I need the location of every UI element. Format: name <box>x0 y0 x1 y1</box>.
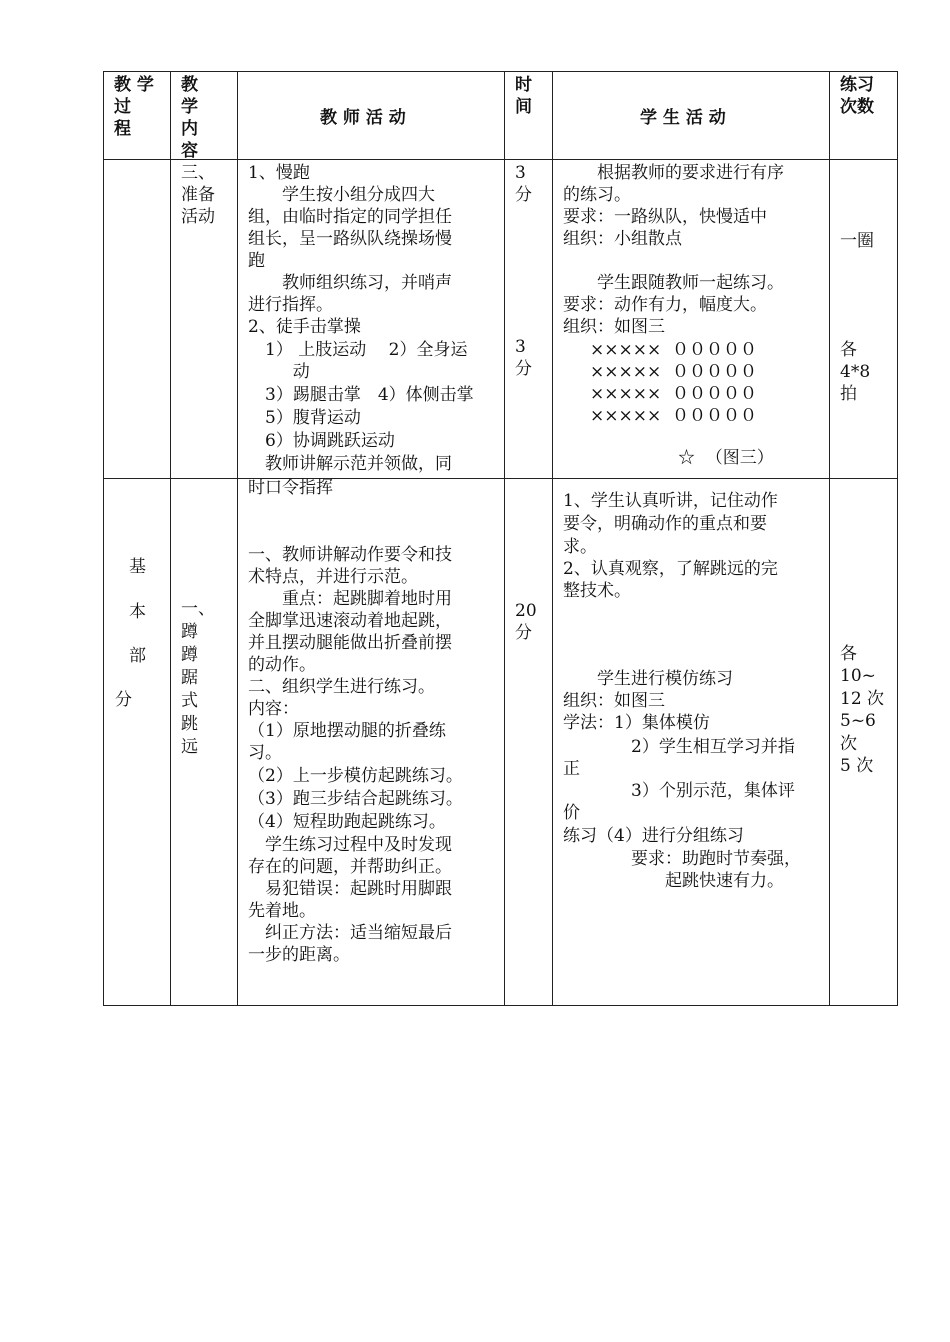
header-count-2: 次数 <box>840 97 874 117</box>
basic-content: 蹲 <box>181 645 198 665</box>
prep-teacher-line: 跑 <box>248 251 265 271</box>
col-divider-3 <box>504 71 505 1006</box>
prep-student-line: 学生跟随教师一起练习。 <box>563 273 784 293</box>
col-divider-2 <box>237 71 238 1006</box>
basic-student-line: 学法：1）集体模仿 <box>563 713 710 733</box>
prep-time-1-value: 3 <box>515 163 526 183</box>
basic-teacher-line: 一步的距离。 <box>248 945 350 965</box>
basic-process: 分 <box>115 690 132 710</box>
basic-teacher-line: 纠正方法：适当缩短最后 <box>248 923 452 943</box>
basic-teacher-line: 并且摆动腿能做出折叠前摆 <box>248 633 452 653</box>
basic-teacher-line: 全脚掌迅速滚动着地起跳， <box>248 611 452 631</box>
basic-process: 本 <box>129 602 146 622</box>
basic-student-line: 2）学生相互学习并指 <box>563 737 795 757</box>
basic-count: 各 <box>840 644 857 664</box>
table-bottom-border <box>103 1005 898 1006</box>
basic-time-unit: 分 <box>515 623 532 643</box>
header-time-1: 时 <box>515 75 532 95</box>
prep-teacher-line: 进行指挥。 <box>248 295 333 315</box>
basic-teacher-line: 内容： <box>248 699 299 719</box>
basic-teacher-line: 重点：起跳脚着地时用 <box>248 589 452 609</box>
basic-process: 基 <box>129 557 146 577</box>
basic-teacher-line: 存在的问题，并帮助纠正。 <box>248 857 452 877</box>
basic-teacher-line: 术特点，并进行示范。 <box>248 567 418 587</box>
basic-student-line: 1、学生认真听讲，记住动作 <box>563 491 778 511</box>
basic-count: 10~ <box>840 666 876 686</box>
prep-student-line: 根据教师的要求进行有序 <box>563 163 784 183</box>
col-divider-1 <box>170 71 171 1006</box>
basic-content: 一、 <box>181 599 215 619</box>
section-divider <box>103 478 898 479</box>
header-content-1: 教 <box>181 75 198 95</box>
basic-teacher-line: 学生练习过程中及时发现 <box>248 835 452 855</box>
basic-content: 蹲 <box>181 622 198 642</box>
prep-content-2: 准备 <box>181 185 215 205</box>
table-right-border <box>897 71 898 1006</box>
header-process-2: 过 <box>114 97 131 117</box>
basic-time-value: 20 <box>515 601 537 621</box>
prep-teacher-line: 1） 上肢运动 2）全身运 <box>248 340 468 360</box>
basic-count: 5 次 <box>840 756 874 776</box>
header-content-2: 学 <box>181 97 198 117</box>
prep-time-1-unit: 分 <box>515 185 532 205</box>
formation-row: ××××× ０００００ <box>573 406 758 426</box>
basic-teacher-line: 一、教师讲解动作要令和技 <box>248 545 452 565</box>
header-teacher-activity: 教 师 活 动 <box>320 108 406 128</box>
prep-teacher-line: 动 <box>248 362 310 382</box>
basic-student-line: 3）个别示范，集体评 <box>563 781 795 801</box>
basic-content: 踞 <box>181 668 198 688</box>
header-process-3: 程 <box>114 119 131 139</box>
basic-count: 12 次 <box>840 689 885 709</box>
prep-student-line: 要求：动作有力，幅度大。 <box>563 295 767 315</box>
basic-teacher-line: （3）跑三步结合起跳练习。 <box>248 789 463 809</box>
basic-teacher-line: 时口令指挥 <box>248 478 333 498</box>
basic-process: 部 <box>129 646 146 666</box>
prep-content-3: 活动 <box>181 207 215 227</box>
prep-teacher-line: 学生按小组分成四大 <box>248 185 435 205</box>
prep-count-2: 各 <box>840 340 857 360</box>
basic-count: 5~6 <box>840 711 876 731</box>
prep-student-line: 组织：如图三 <box>563 317 665 337</box>
basic-teacher-line: （1）原地摆动腿的折叠练 <box>248 721 446 741</box>
basic-student-line: 学生进行模仿练习 <box>563 669 733 689</box>
figure-caption: ☆ （图三） <box>678 448 774 468</box>
formation-row: ××××× ０００００ <box>573 340 758 360</box>
basic-student-line: 要求：助跑时节奏强， <box>563 849 801 869</box>
prep-teacher-line: 教师讲解示范并领做，同 <box>248 454 452 474</box>
table-left-border <box>103 71 104 1006</box>
col-divider-4 <box>552 71 553 1006</box>
basic-teacher-line: 易犯错误：起跳时用脚跟 <box>248 879 452 899</box>
header-content-3: 内 <box>181 119 198 139</box>
prep-teacher-line: 组，由临时指定的同学担任 <box>248 207 452 227</box>
basic-student-line: 练习（4）进行分组练习 <box>563 826 744 846</box>
basic-teacher-line: 的动作。 <box>248 655 316 675</box>
header-count-1: 练习 <box>840 75 874 95</box>
prep-teacher-line: 2、徒手击掌操 <box>248 317 361 337</box>
formation-row: ××××× ０００００ <box>573 384 758 404</box>
basic-student-line: 起跳快速有力。 <box>563 871 784 891</box>
prep-teacher-line: 3）踢腿击掌 4）体侧击掌 <box>248 385 474 405</box>
basic-student-line: 求。 <box>563 537 597 557</box>
basic-teacher-line: 二、组织学生进行练习。 <box>248 677 435 697</box>
basic-content: 远 <box>181 737 198 757</box>
prep-teacher-line: 5）腹背运动 <box>248 408 361 428</box>
col-divider-5 <box>829 71 830 1006</box>
header-bottom-border <box>103 159 898 160</box>
basic-content: 跳 <box>181 714 198 734</box>
prep-student-line: 组织：小组散点 <box>563 229 682 249</box>
table-top-border <box>103 71 898 72</box>
prep-content-1: 三、 <box>181 163 215 183</box>
basic-teacher-line: （4）短程助跑起跳练习。 <box>248 812 446 832</box>
prep-teacher-line: 6）协调跳跃运动 <box>248 431 395 451</box>
header-content-4: 容 <box>181 141 198 161</box>
basic-student-line: 2、认真观察，了解跳远的完 <box>563 559 778 579</box>
formation-row: ××××× ０００００ <box>573 362 758 382</box>
header-time-2: 间 <box>515 97 532 117</box>
basic-count: 次 <box>840 734 857 754</box>
basic-student-line: 组织：如图三 <box>563 691 665 711</box>
basic-teacher-line: 先着地。 <box>248 901 316 921</box>
prep-student-line: 要求：一路纵队，快慢适中 <box>563 207 767 227</box>
basic-student-line: 整技术。 <box>563 581 631 601</box>
prep-time-2-value: 3 <box>515 337 526 357</box>
prep-count-2: 4*8 <box>840 362 871 382</box>
basic-student-line: 要令，明确动作的重点和要 <box>563 514 767 534</box>
basic-teacher-line: 习。 <box>248 743 282 763</box>
prep-count-1: 一圈 <box>840 231 874 251</box>
prep-teacher-line: 教师组织练习，并哨声 <box>248 273 452 293</box>
prep-teacher-line: 组长，呈一路纵队绕操场慢 <box>248 229 452 249</box>
prep-student-line: 的练习。 <box>563 185 631 205</box>
basic-student-line: 正 <box>563 759 580 779</box>
prep-time-2-unit: 分 <box>515 359 532 379</box>
basic-content: 式 <box>181 691 198 711</box>
header-student-activity: 学 生 活 动 <box>640 108 726 128</box>
header-process-1: 教 学 <box>114 75 154 95</box>
basic-teacher-line: （2）上一步模仿起跳练习。 <box>248 766 463 786</box>
prep-count-2: 拍 <box>840 384 857 404</box>
basic-student-line: 价 <box>563 803 580 823</box>
prep-teacher-line: 1、慢跑 <box>248 163 310 183</box>
